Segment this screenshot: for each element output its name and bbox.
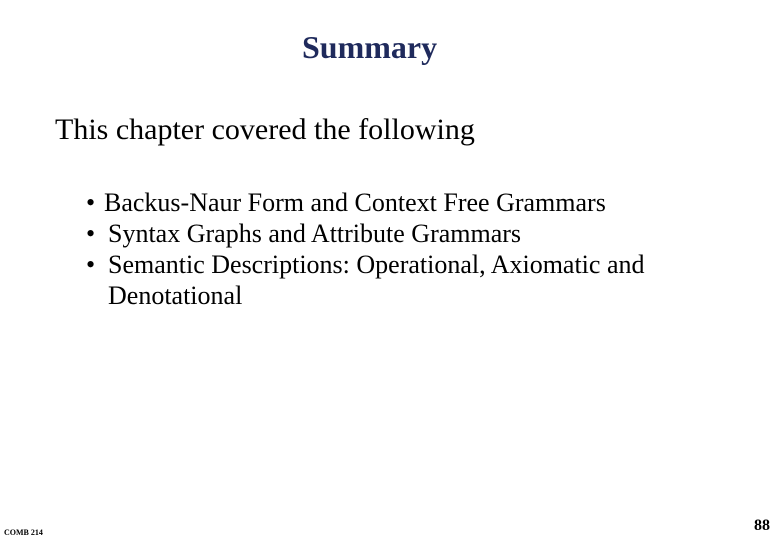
page-number: 88 xyxy=(754,517,770,534)
bullet-icon: • xyxy=(86,188,96,217)
bullet-item xyxy=(86,187,766,218)
course-code: COMB 214 xyxy=(4,528,43,537)
bullet-text: Semantic Descriptions: Operational, Axiomatic and Denotational xyxy=(108,250,645,310)
intro-text: This chapter covered the following xyxy=(55,113,475,146)
bullet-icon: • xyxy=(86,219,96,248)
bullet-text: Syntax Graphs and Attribute Grammars xyxy=(108,219,522,248)
bullet-item xyxy=(86,249,766,311)
bullet-item xyxy=(86,218,766,249)
slide-title: Summary xyxy=(302,29,438,65)
bullet-list xyxy=(86,187,766,311)
bullet-icon: • xyxy=(86,250,96,279)
bullet-text: Backus-Naur Form and Context Free Grammars xyxy=(104,188,606,217)
